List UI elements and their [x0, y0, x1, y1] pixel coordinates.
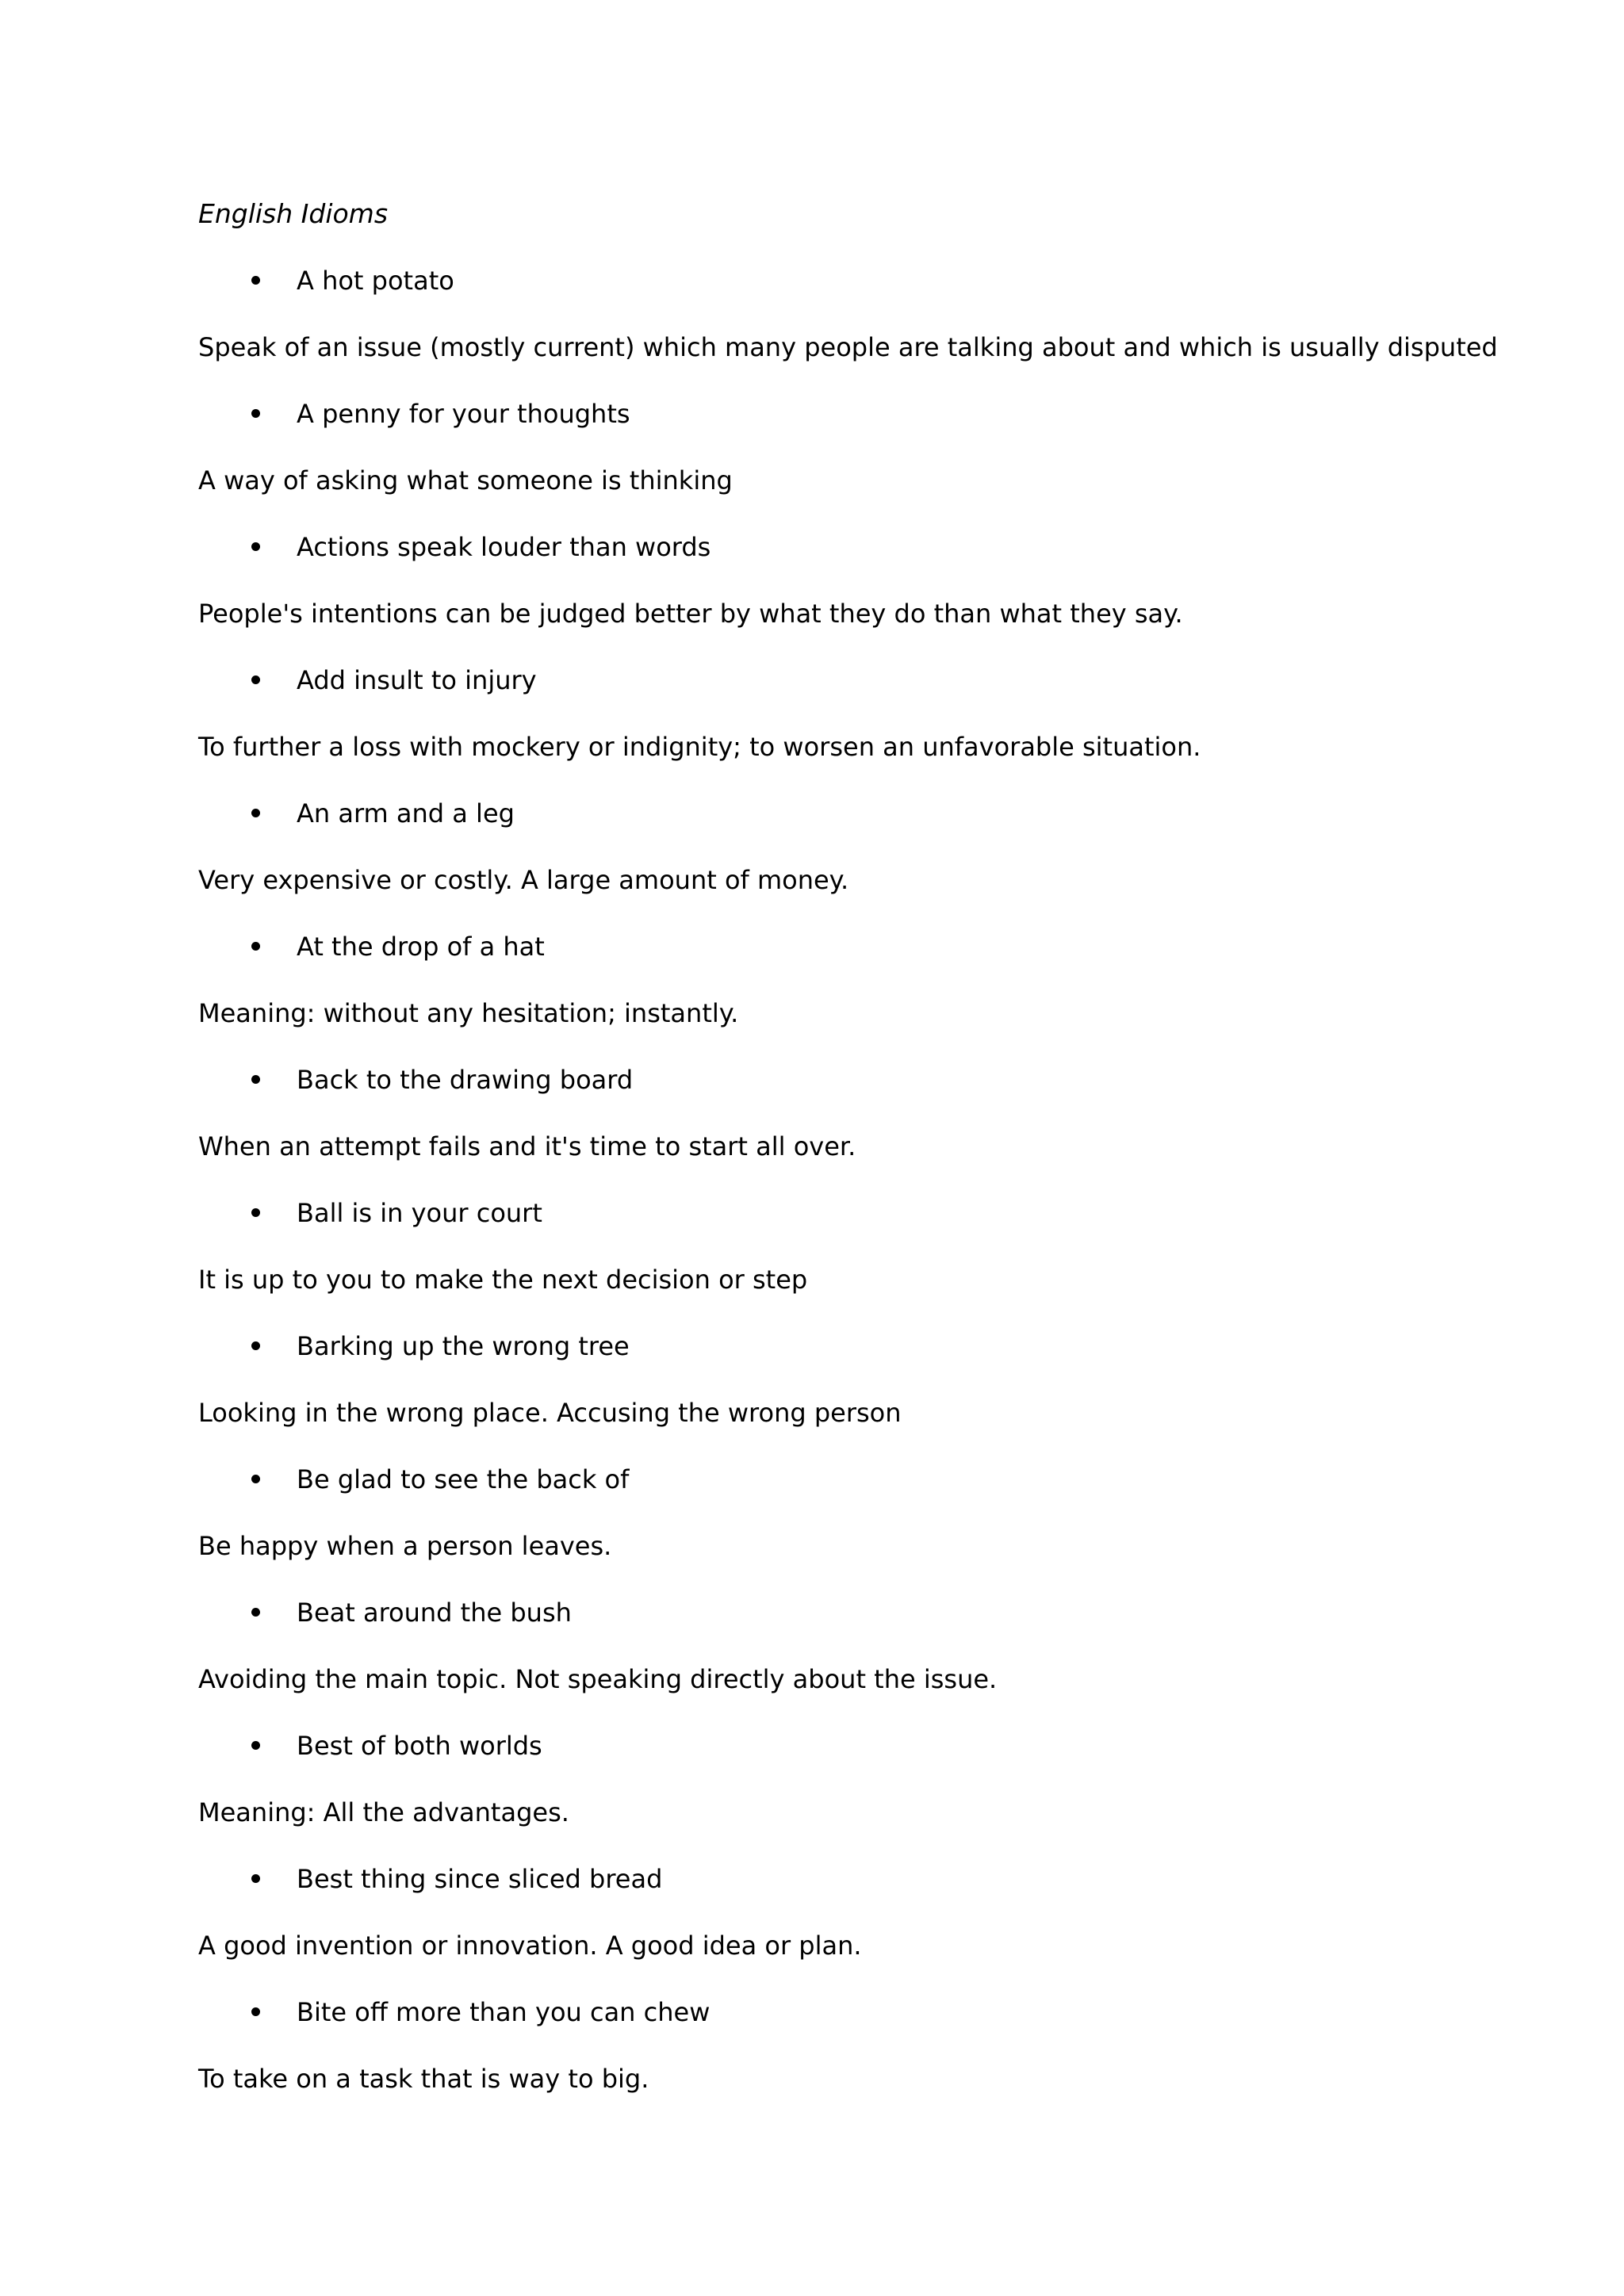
idiom-meaning: Avoiding the main topic. Not speaking directly about the issue.	[198, 1664, 998, 1694]
idiom-entry	[198, 526, 1435, 634]
idiom-bullet-item	[198, 1192, 1435, 1234]
idiom-text: Add insult to injury	[297, 665, 537, 695]
idiom-meaning: People's intentions can be judged better by what they do than what they say.	[198, 599, 1183, 629]
bullet-icon	[251, 1208, 260, 1217]
idiom-meaning: Meaning: without any hesitation; instantly.	[198, 998, 739, 1028]
bullet-icon	[251, 1741, 260, 1750]
idiom-text: Actions speak louder than words	[297, 532, 711, 562]
idiom-entry	[198, 1992, 1435, 2099]
idiom-meaning: Looking in the wrong place. Accusing the wrong person	[198, 1398, 902, 1428]
idiom-bullet-item	[198, 1858, 1435, 1900]
bullet-icon	[251, 1475, 260, 1483]
idiom-meaning: A way of asking what someone is thinking	[198, 465, 733, 496]
bullet-icon	[251, 1608, 260, 1617]
idiom-meaning: Speak of an issue (mostly current) which many people are talking about and which is usually disputed	[198, 332, 1498, 362]
idiom-text: Barking up the wrong tree	[297, 1331, 630, 1361]
idiom-entry	[198, 1326, 1435, 1433]
idiom-bullet-item	[198, 793, 1435, 834]
idiom-text: A hot potato	[297, 266, 454, 296]
idiom-meaning: Be happy when a person leaves.	[198, 1531, 612, 1561]
idiom-bullet-item	[198, 393, 1435, 434]
bullet-icon	[251, 542, 260, 551]
idiom-text: Beat around the bush	[297, 1598, 572, 1628]
document-title: English Idioms	[198, 198, 389, 229]
idiom-entry	[198, 393, 1435, 501]
idiom-bullet-item	[198, 260, 1435, 301]
bullet-icon	[251, 1341, 260, 1350]
idiom-meaning: To take on a task that is way to big.	[198, 2064, 649, 2094]
bullet-icon	[251, 1075, 260, 1084]
bullet-icon	[251, 2007, 260, 2016]
idiom-entry	[198, 793, 1435, 901]
bullet-icon	[251, 276, 260, 285]
document-body	[198, 193, 1498, 2125]
idiom-meaning: Meaning: All the advantages.	[198, 1797, 569, 1827]
idiom-bullet-item	[198, 1992, 1435, 2033]
bullet-icon	[251, 409, 260, 418]
idiom-bullet-item	[198, 926, 1435, 967]
idiom-bullet-item	[198, 1725, 1435, 1766]
idiom-meaning: To further a loss with mockery or indignity; to worsen an unfavorable situation.	[198, 732, 1201, 762]
idiom-entry	[198, 1459, 1435, 1567]
idiom-entry	[198, 1725, 1435, 1833]
idiom-text: An arm and a leg	[297, 798, 515, 828]
idiom-text: Ball is in your court	[297, 1198, 542, 1228]
idiom-bullet-item	[198, 1459, 1435, 1500]
idiom-text: Back to the drawing board	[297, 1065, 634, 1095]
bullet-icon	[251, 809, 260, 817]
idiom-entry	[198, 1059, 1435, 1167]
idiom-text: At the drop of a hat	[297, 932, 545, 962]
bullet-icon	[251, 675, 260, 684]
idiom-text: Best of both worlds	[297, 1731, 542, 1761]
idiom-meaning: It is up to you to make the next decision or step	[198, 1265, 808, 1295]
idiom-meaning: A good invention or innovation. A good idea or plan.	[198, 1931, 862, 1961]
idiom-text: Best thing since sliced bread	[297, 1864, 663, 1894]
idiom-bullet-item	[198, 1059, 1435, 1100]
bullet-icon	[251, 942, 260, 951]
idiom-meaning: Very expensive or costly. A large amount of money.	[198, 865, 849, 895]
idiom-text: A penny for your thoughts	[297, 399, 630, 429]
idiom-bullet-item	[198, 1326, 1435, 1367]
idiom-text: Bite off more than you can chew	[297, 1997, 710, 2027]
idiom-meaning: When an attempt fails and it's time to start all over.	[198, 1131, 856, 1161]
idiom-bullet-item	[198, 526, 1435, 568]
idiom-entry	[198, 1192, 1435, 1300]
idiom-entry	[198, 1858, 1435, 1966]
idiom-entry	[198, 1592, 1435, 1700]
idiom-entry	[198, 660, 1435, 767]
idiom-bullet-item	[198, 660, 1435, 701]
idiom-text: Be glad to see the back of	[297, 1464, 630, 1494]
idiom-entry	[198, 926, 1435, 1034]
bullet-icon	[251, 1874, 260, 1883]
idiom-bullet-item	[198, 1592, 1435, 1633]
idiom-entry	[198, 260, 1498, 368]
